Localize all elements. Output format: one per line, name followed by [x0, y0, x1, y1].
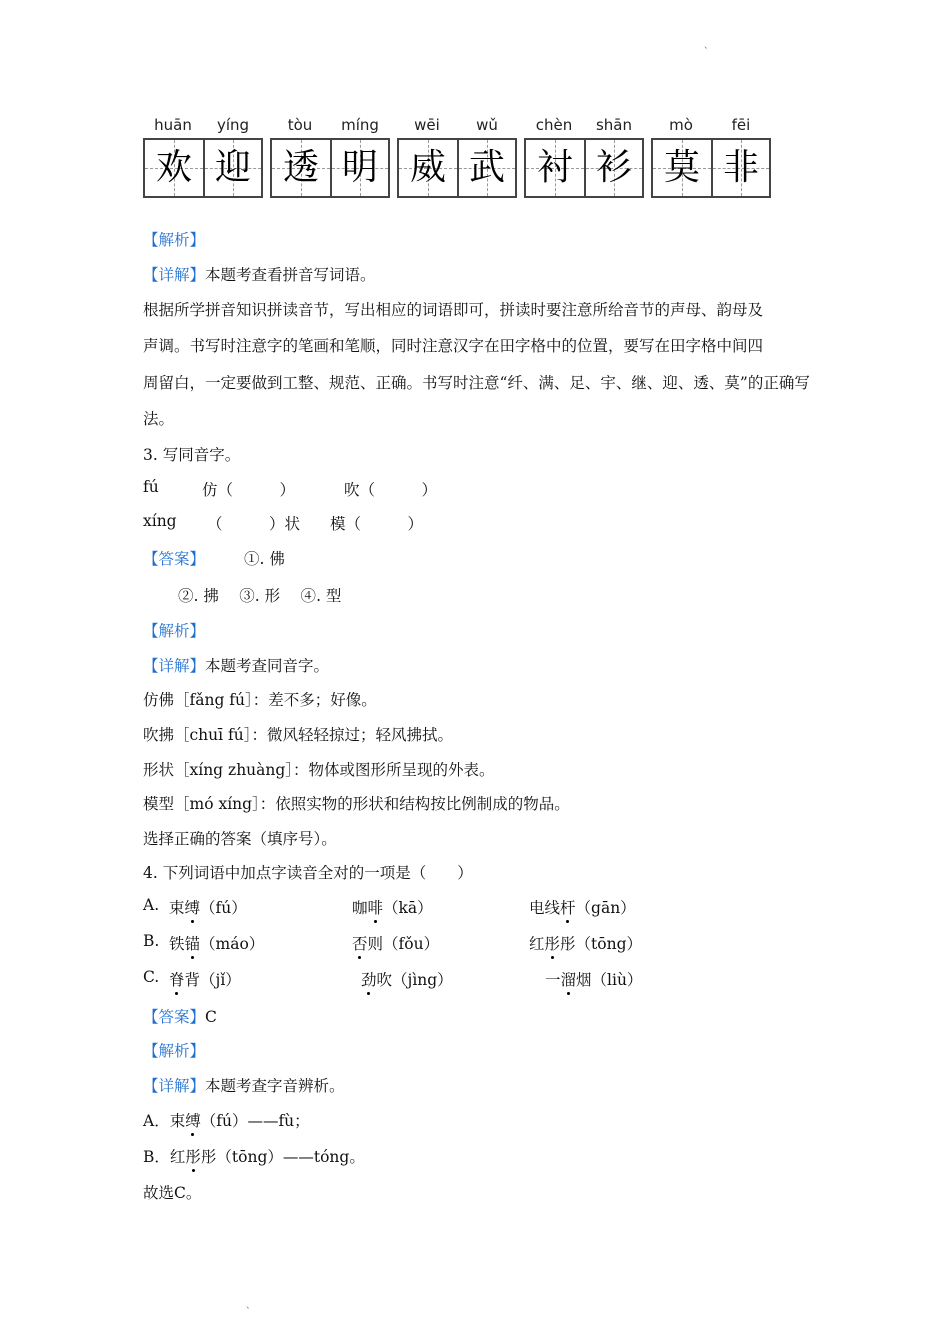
- blank-item: （ ）状: [207, 515, 301, 533]
- detail-line: [143, 654, 329, 676]
- option-label: A.: [143, 896, 160, 914]
- dotted-char: 啡: [368, 896, 384, 918]
- option-label: B.: [143, 932, 160, 950]
- blank-item: 模（ ）: [330, 515, 424, 533]
- character-grid: [143, 138, 263, 198]
- dotted-char: 否: [352, 932, 368, 954]
- detail-text: 本题考查字音辨析。: [205, 1077, 345, 1095]
- option-word: 咖啡（kā）: [352, 896, 433, 918]
- option-word: 一溜烟（liù）: [545, 968, 642, 990]
- character-grid: [397, 138, 517, 198]
- paragraph-line: 周留白，一定要做到工整、规范、正确。书写时注意“纤、满、足、宇、继、迎、透、莫”的正确写: [143, 374, 810, 392]
- explanation-line: B．红彤彤（tōng）——tóng。: [143, 1145, 365, 1167]
- answer-text: ②. 拂 ③. 形 ④. 型: [178, 587, 342, 605]
- answer-line: [143, 1005, 217, 1027]
- character-grid: [524, 138, 644, 198]
- definition-line: 形状［xíng zhuàng］：物体或图形所呈现的外表。: [143, 761, 495, 779]
- conclusion-line: 故选C。: [143, 1184, 202, 1202]
- pinyin-label: tòu: [287, 116, 313, 134]
- answer-text: ①. 佛: [244, 550, 285, 568]
- dotted-char: 缚: [185, 1109, 201, 1131]
- pinyin-label: fēi: [731, 116, 751, 134]
- definition-line: 吹拂［chuī fú］：微风轻轻掠过；轻风拂拭。: [143, 726, 454, 744]
- detail-text: 本题考查看拼音写词语。: [205, 266, 376, 284]
- grid-cell: 明: [330, 140, 388, 196]
- detail-line: [143, 1074, 345, 1096]
- pinyin-label: wēi: [414, 116, 440, 134]
- option-word: 束缚（fú）: [169, 896, 247, 918]
- option-word: 脊背（jǐ）: [169, 968, 241, 990]
- dotted-char: 杆: [560, 896, 576, 918]
- pinyin-label: shān: [595, 116, 633, 134]
- blank-item: 吹（ ）: [344, 481, 438, 499]
- blank-item: 仿（ ）: [202, 481, 296, 499]
- definition-line: 仿佛［fǎng fú］：差不多；好像。: [143, 691, 377, 709]
- option-word: 红彤彤（tōng）: [529, 932, 642, 954]
- pinyin-label: wǔ: [476, 116, 498, 134]
- grid-cell: 欢: [145, 140, 203, 196]
- paragraph-line: 根据所学拼音知识拼读音节，写出相应的词语即可，拼读时要注意所给音节的声母、韵母及: [143, 301, 764, 319]
- dotted-char: 缚: [185, 896, 201, 918]
- grid-cell: 透: [272, 140, 330, 196]
- dotted-char: 彤: [545, 932, 561, 954]
- pinyin-label: míng: [341, 116, 379, 134]
- option-word: 电线杆（gān）: [529, 896, 636, 918]
- option-word: 否则（fǒu）: [352, 932, 439, 954]
- detail-text: 本题考查同音字。: [205, 657, 330, 675]
- answer-tag: 【答案】: [143, 550, 206, 568]
- instruction-line: 选择正确的答案（填序号）。: [143, 830, 337, 848]
- page-mark-top: 、: [704, 41, 714, 51]
- pinyin-label: huān: [154, 116, 192, 134]
- grid-cell: 武: [457, 140, 515, 196]
- grid-cell: 衫: [584, 140, 642, 196]
- pinyin-prompt: fú: [143, 478, 159, 496]
- paragraph-line: 声调。书写时注意字的笔画和笔顺，同时注意汉字在田字格中的位置，要写在田字格中间四: [143, 337, 764, 355]
- dotted-char: 劲: [361, 968, 377, 990]
- pinyin-label: yíng: [216, 116, 250, 134]
- grid-cell: 非: [711, 140, 769, 196]
- paragraph-line: 法。: [143, 410, 175, 428]
- detail-tag: 【详解】: [143, 1077, 206, 1095]
- dotted-char: 脊: [169, 968, 185, 990]
- dotted-char: 溜: [561, 968, 577, 990]
- pinyin-label: mò: [669, 116, 693, 134]
- question-title: 4. 下列词语中加点字读音全对的一项是（ ）: [143, 864, 473, 882]
- dotted-char: 锚: [185, 932, 201, 954]
- grid-cell: 莫: [653, 140, 711, 196]
- analysis-tag: 【解析】: [143, 1042, 206, 1060]
- explanation-line: A．束缚（fú）——fù；: [143, 1109, 310, 1131]
- question-title: 3. 写同音字。: [143, 446, 241, 464]
- grid-cell: 衬: [526, 140, 584, 196]
- pinyin-prompt: xíng: [143, 512, 177, 530]
- option-label: C.: [143, 968, 160, 986]
- analysis-tag: 【解析】: [143, 622, 206, 640]
- answer-tag: 【答案】: [143, 1008, 206, 1026]
- page-mark-bottom: 、: [246, 1301, 256, 1311]
- grid-cell: 迎: [203, 140, 261, 196]
- character-grid: [270, 138, 390, 198]
- pinyin-label: chèn: [535, 116, 573, 134]
- option-word: 铁锚（máo）: [169, 932, 264, 954]
- detail-tag: 【详解】: [143, 266, 206, 284]
- character-grid: [651, 138, 771, 198]
- detail-tag: 【详解】: [143, 657, 206, 675]
- analysis-tag: 【解析】: [143, 231, 206, 249]
- detail-line: [143, 263, 376, 285]
- dotted-char: 彤: [185, 1145, 201, 1167]
- answer-text: C: [205, 1008, 217, 1026]
- definition-line: 模型［mó xíng］：依照实物的形状和结构按比例制成的物品。: [143, 795, 570, 813]
- option-word: 劲吹（jìng）: [361, 968, 453, 990]
- grid-cell: 威: [399, 140, 457, 196]
